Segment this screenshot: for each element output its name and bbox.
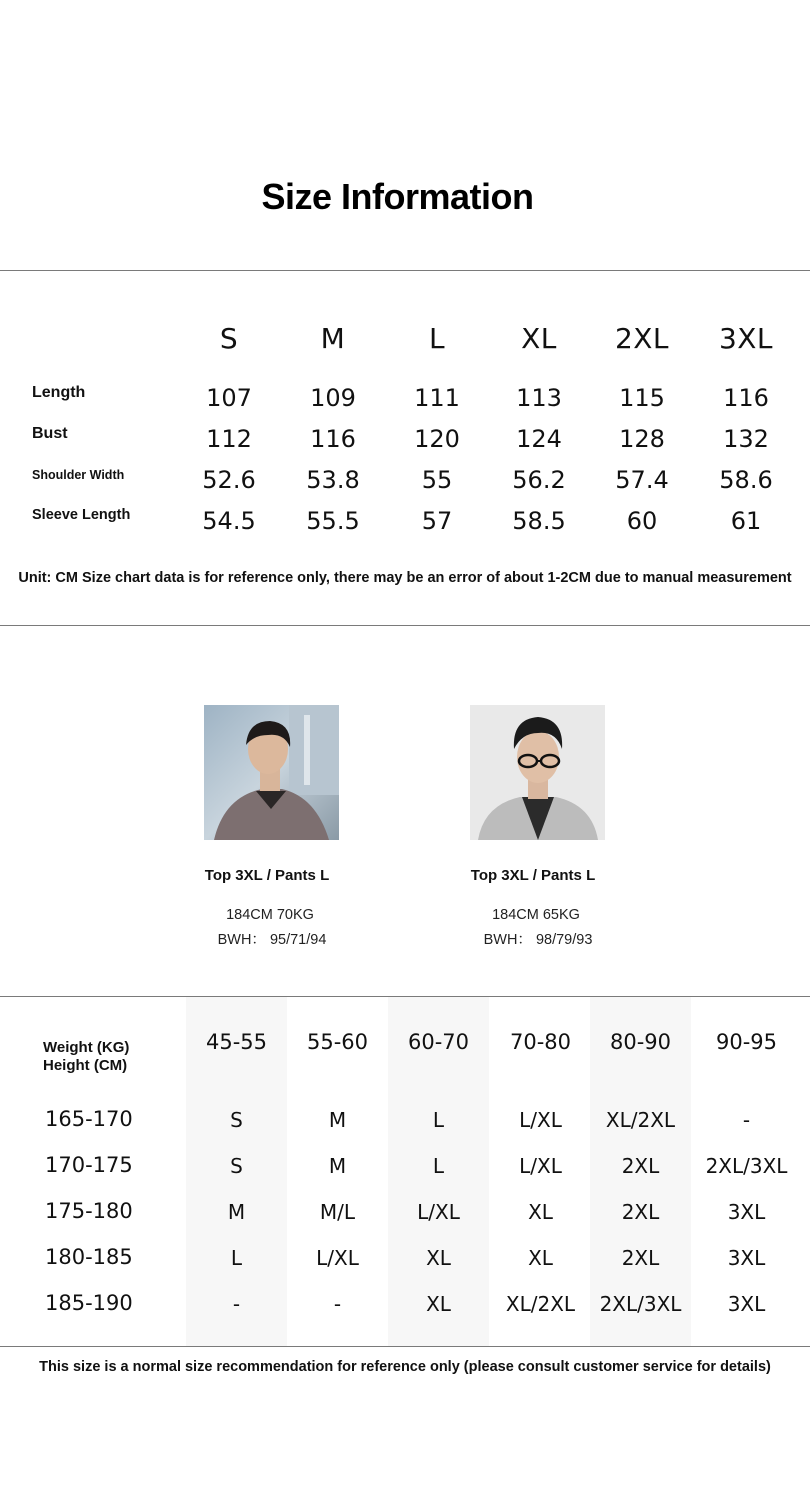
weight-header: 90-95 [715,1030,778,1054]
size-cell: M [328,1154,347,1178]
height-row-label: 165-170 [45,1107,133,1131]
row-label-sleeve-length: Sleeve Length [32,507,131,523]
size-cell: M [328,1108,347,1132]
row-label-bust: Bust [32,425,68,442]
size-header-2xl: 2XL [614,322,670,355]
size-cell: 3XL [727,1200,766,1224]
model-photo-2-image [470,705,605,840]
size-cell: 2XL [621,1246,660,1270]
size-header-xl: XL [521,322,557,355]
model-photo-1 [204,705,339,840]
weight-header: 70-80 [509,1030,572,1054]
cell: 55.5 [306,507,360,535]
model-photo-2 [470,705,605,840]
cell: 113 [516,384,562,412]
cell: 54.5 [202,507,256,535]
cell: 116 [310,425,356,453]
model-1-stats: 184CM 70KG [226,907,314,923]
cell: 111 [414,384,460,412]
cell: 116 [723,384,769,412]
size-cell: 2XL/3XL [705,1154,788,1178]
cell: 57.4 [615,466,669,494]
weight-header: 60-70 [407,1030,470,1054]
cell: 55 [421,466,453,494]
size-header-l: L [428,322,446,355]
weight-header: 55-60 [306,1030,369,1054]
divider [0,1346,810,1347]
size-cell: S [230,1154,243,1178]
cell: 132 [723,425,769,453]
cell: 120 [414,425,460,453]
size-cell: - [742,1108,751,1132]
size-cell: - [232,1292,241,1316]
cell: 57 [421,507,453,535]
size-cell: L/XL [519,1108,562,1132]
cell: 61 [730,507,762,535]
cell: 115 [619,384,665,412]
size-cell: L [432,1154,445,1178]
size-cell: L/XL [417,1200,460,1224]
size-cell: XL/2XL [505,1292,576,1316]
cell: 128 [619,425,665,453]
size-cell: L/XL [316,1246,359,1270]
page-title: Size Information [261,176,534,217]
height-label: Height (CM) [43,1057,128,1074]
size-cell: 3XL [727,1292,766,1316]
recommendation-note: This size is a normal size recommendation for reference only (please consult customer service for details) [39,1359,771,1375]
cell: 109 [310,384,356,412]
height-row-label: 180-185 [45,1245,133,1269]
cell: 107 [206,384,252,412]
size-cell: 2XL [621,1200,660,1224]
size-cell: XL [528,1200,553,1224]
height-row-label: 185-190 [45,1291,133,1315]
model-1-caption: Top 3XL / Pants L [204,867,330,884]
size-cell: S [230,1108,243,1132]
model-2-caption: Top 3XL / Pants L [470,867,596,884]
unit-note: Unit: CM Size chart data is for reference only, there may be an error of about 1-2CM due to manual measurement [18,570,792,586]
size-cell: 2XL [621,1154,660,1178]
size-cell: 3XL [727,1246,766,1270]
height-row-label: 170-175 [45,1153,133,1177]
cell: 124 [516,425,562,453]
cell: 58.6 [719,466,773,494]
row-label-shoulder-width: Shoulder Width [32,468,125,482]
height-row-label: 175-180 [45,1199,133,1223]
size-cell: XL/2XL [605,1108,676,1132]
weight-header: 80-90 [609,1030,672,1054]
divider [0,270,810,271]
model-2-stats: 184CM 65KG [492,907,580,923]
size-cell: L [432,1108,445,1132]
weight-header: 45-55 [205,1030,268,1054]
size-cell: XL [426,1246,451,1270]
size-cell: L/XL [519,1154,562,1178]
cell: 53.8 [306,466,360,494]
model-2-bwh: BWH： 98/79/93 [483,932,593,948]
divider [0,625,810,626]
size-header-s: S [219,322,239,355]
model-photo-1-image [204,705,339,840]
cell: 52.6 [202,466,256,494]
cell: 112 [206,425,252,453]
size-cell: M [227,1200,246,1224]
size-cell: 2XL/3XL [599,1292,682,1316]
size-cell: M/L [319,1200,356,1224]
row-label-length: Length [32,384,86,401]
size-cell: - [333,1292,342,1316]
size-cell: L [230,1246,243,1270]
cell: 56.2 [512,466,566,494]
cell: 60 [626,507,658,535]
size-cell: XL [528,1246,553,1270]
size-cell: XL [426,1292,451,1316]
model-1-bwh: BWH： 95/71/94 [217,932,327,948]
weight-label: Weight (KG) [43,1039,130,1056]
size-header-3xl: 3XL [718,322,774,355]
size-header-m: M [320,322,346,355]
cell: 58.5 [512,507,566,535]
